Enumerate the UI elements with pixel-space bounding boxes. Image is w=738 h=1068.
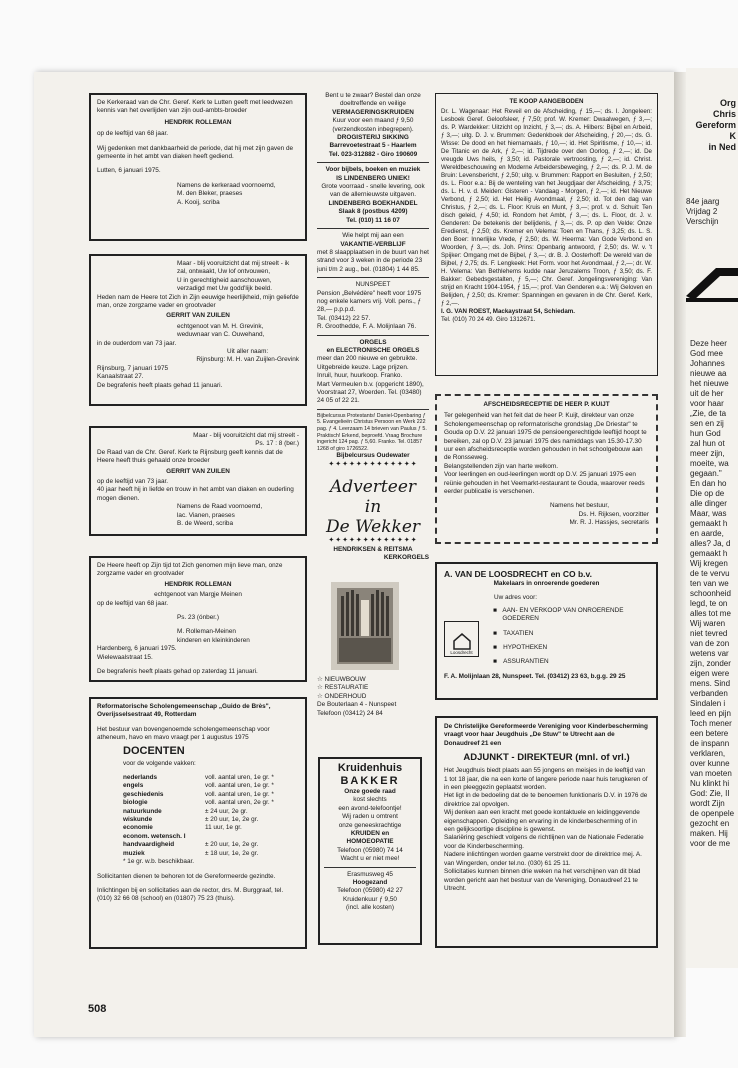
text: Uw adres voor: bbox=[494, 594, 537, 602]
subject-hours: ± 20 uur, 1e, 2e gr. bbox=[205, 816, 259, 824]
verse-ref: Ps. 23 (ónber.) bbox=[177, 614, 219, 622]
adjacent-line: Gereform bbox=[695, 120, 736, 130]
text: De Christelijke Gereformeerde Vereniging voor Kinderbescherming vraagt voor haar Jeugdhuis „De Stuw" te Utrecht aan de Donaudreef 21 een bbox=[444, 723, 648, 747]
adjacent-line: meer zijn, bbox=[690, 449, 725, 458]
text: De Heere heeft op Zijn tijd tot Zich genomen mijn lieve man, onze zorgzame vader en grootvader bbox=[97, 562, 283, 578]
adjacent-line: niet tevred bbox=[690, 629, 728, 638]
adjacent-line: het nieuwe bbox=[690, 379, 729, 388]
deceased-name: HENDRIK ROLLEMAN bbox=[164, 118, 232, 126]
ad-title: BAKKER bbox=[340, 775, 400, 787]
signature: Ds. H. Rijksen, voorzitter bbox=[578, 510, 649, 518]
ad-title: DOCENTEN bbox=[123, 744, 185, 757]
adjacent-line: verklaren, bbox=[690, 749, 726, 758]
signature: lac. Vianen, praeses bbox=[177, 511, 235, 519]
subject-hours: voll. aantal uren, 2e gr. * bbox=[205, 799, 274, 807]
adjacent-line: Toch mener bbox=[690, 719, 732, 728]
address: De Bouterlaan 4 - Nunspeet bbox=[317, 701, 397, 709]
text: op de leeftijd van 68 jaar. bbox=[97, 599, 169, 607]
label: ONDERHOUD bbox=[324, 692, 367, 700]
text: KRUIDEN en bbox=[350, 830, 390, 838]
company: LINDENBERG BOEKHANDEL bbox=[328, 199, 418, 207]
text: echtgenoot van M. H. Grevink, bbox=[177, 322, 264, 330]
subject-hours: voll. aantal uren, 1e gr. * bbox=[205, 782, 274, 790]
text: Pension „Belvédère" heeft voor 1975 nog enkele kamers vrij. Voll. pens., ƒ 28,— p.p.p.d. bbox=[317, 289, 422, 314]
text: Voor bijbels, boeken en muziek bbox=[325, 166, 421, 174]
service-item: ■ HYPOTHEKEN bbox=[493, 644, 548, 652]
adjacent-line: van moeten bbox=[690, 769, 732, 778]
label: AAN- EN VERKOOP VAN ONROERENDE GOEDEREN bbox=[502, 606, 624, 623]
verse: U in gerechtigheid aanschouwen, bbox=[177, 276, 272, 284]
text: weduwnaar van C. Ouwehand, bbox=[177, 331, 265, 339]
ad-title: VERMAGERINGSKRUIDEN bbox=[332, 108, 414, 116]
text: (incl. alle kosten) bbox=[346, 904, 394, 912]
adjacent-line: Nu klinkt hi bbox=[690, 779, 730, 788]
adjacent-line: alles tot me bbox=[690, 609, 731, 618]
subject-list bbox=[97, 774, 299, 858]
hendriksen-services bbox=[317, 676, 429, 718]
school-name: Reformatorische Scholengemeenschap „Guido de Brès", bbox=[97, 703, 271, 710]
organ-image bbox=[331, 582, 399, 670]
signature: Rijnsburg: M. H. van Zuijlen-Grevink bbox=[196, 356, 299, 364]
signature: Namens de Raad voornoemd, bbox=[177, 503, 263, 511]
subject-row bbox=[123, 816, 299, 824]
place-date: Rijnsburg, 7 januari 1975 bbox=[97, 364, 169, 372]
ad-title: TE KOOP AANGEBODEN bbox=[509, 98, 584, 105]
subject-name: wiskunde bbox=[123, 816, 153, 824]
deceased-name: GERRIT VAN ZUILEN bbox=[166, 312, 230, 320]
adverteer-title: in bbox=[364, 497, 382, 518]
subject-name: handvaardigheid bbox=[123, 841, 175, 849]
logo-text: Loosdrecht bbox=[450, 649, 473, 655]
ad-title: Bijbelcursus Oudewater bbox=[336, 452, 410, 460]
phone: Tel. (03412) 22 57. bbox=[317, 314, 371, 322]
adjacent-line: Johannes bbox=[690, 359, 725, 368]
adjacent-line: gemaakt h bbox=[690, 519, 728, 528]
adjacent-line: gezocht en bbox=[690, 819, 730, 828]
subject-name: biologie bbox=[123, 799, 148, 807]
label: NIEUWBOUW bbox=[324, 676, 366, 683]
adjacent-line: verbanden bbox=[690, 689, 728, 698]
label: ASSURANTIEN bbox=[503, 658, 549, 666]
text: Bent u te zwaar? Bestel dan onze doeltreffende en veilige bbox=[325, 92, 421, 108]
obituary-rolleman-family bbox=[89, 556, 307, 682]
price: Kruidenkuur ƒ 9,50 bbox=[342, 895, 397, 903]
subject-hours: ± 18 uur, 1e, 2e gr. bbox=[205, 849, 259, 857]
adjacent-line: leed en pijn bbox=[690, 709, 731, 718]
adjacent-graphic bbox=[686, 262, 738, 304]
adjacent-line: Chris bbox=[712, 109, 736, 119]
verse: verzadigd met Uw godd'lijk beeld. bbox=[177, 285, 272, 293]
address: Wielewaalstraat 15. bbox=[97, 653, 153, 661]
address: R. Groothedde, F. A. Molijnlaan 76. bbox=[317, 323, 417, 331]
text: Wij raden u omtrent bbox=[342, 813, 398, 821]
service-item: ☆ RESTAURATIE bbox=[317, 684, 369, 692]
seller: I. G. VAN ROEST, Mackaystraat 54, Schiedam. bbox=[441, 308, 575, 315]
service-item: ☆ NIEUWBOUW bbox=[317, 676, 366, 683]
ad-title: Kruidenhuis bbox=[337, 762, 403, 774]
text: Nadere inlichtingen worden gaarne verstrekt door de direktrice mej. A. van Wingerden, onder tel.no. (030) 61 25 11. bbox=[444, 851, 642, 867]
ad-afscheidsreceptie bbox=[435, 394, 658, 544]
adjacent-line: voor de me bbox=[690, 839, 731, 848]
label: TAXATIEN bbox=[503, 629, 534, 637]
ad-van-de-loosdrecht bbox=[435, 562, 658, 700]
subtitle: Makelaars in onroerende goederen bbox=[493, 580, 600, 587]
school-address: Overijsselsestraat 49, Rotterdam bbox=[97, 711, 197, 719]
adjacent-line: de openpele bbox=[690, 809, 735, 818]
adjacent-line: de inspann bbox=[690, 739, 730, 748]
subject-row bbox=[123, 808, 299, 816]
ad-adjunct-direkteur bbox=[435, 716, 658, 948]
label: RESTAURATIE bbox=[324, 684, 369, 692]
text: Wij gedenken met dankbaarheid de periode, dat hij met zijn gaven de gemeente in het ambt van diaken heeft gediend. bbox=[97, 144, 294, 161]
ad-title: IS LINDENBERG UNIEK! bbox=[336, 174, 410, 182]
adjacent-line: alles? Ja, d bbox=[690, 539, 731, 548]
subject-row bbox=[123, 824, 299, 832]
address: F. A. Molijnlaan 28, Nunspeet. Tel. (03412) 23 63, b.g.g. 29 25 bbox=[444, 672, 626, 680]
subject-row bbox=[123, 774, 299, 782]
ad-title: VAKANTIE-VERBLIJF bbox=[340, 240, 406, 248]
text: kost slechts bbox=[353, 796, 387, 804]
adjacent-line: mens. Sind bbox=[690, 679, 731, 688]
text: op de leeftijd van 73 jaar. bbox=[97, 478, 169, 486]
subject-hours: ± 24 uur, 2e gr. bbox=[205, 807, 248, 815]
subject-hours: ± 20 uur, 1e, 2e gr. bbox=[205, 841, 259, 849]
subject-name: econom. wetensch. I bbox=[123, 832, 186, 840]
adjacent-line: God: Zie, II bbox=[690, 789, 730, 798]
place-date: Hardenberg, 6 januari 1975. bbox=[97, 645, 177, 653]
subject-name: economie bbox=[123, 824, 153, 832]
text: meer dan 200 nieuwe en gebruikte. Uitgebreide keuze. Lage prijzen. bbox=[317, 355, 418, 371]
adverteer-title: Adverteer bbox=[329, 477, 417, 498]
signature: Uit aller naam: bbox=[227, 348, 269, 356]
text: Belangstellenden zijn van harte welkom. bbox=[444, 462, 559, 470]
ad-title: AFSCHEIDSRECEPTIE DE HEER P. KUIJT bbox=[483, 401, 610, 408]
address: Erasmusweg 45 bbox=[347, 870, 393, 878]
subject-row bbox=[123, 799, 299, 807]
obituary-van-zuilen-family bbox=[89, 254, 307, 406]
signature: A. Kooij, scriba bbox=[177, 198, 220, 206]
book-list: Dr. L. Wagenaar: Het Reveil en de Afscheiding, ƒ 15,—; ds. I. Jongeleen: Lesboek Geref. Geloofsleer, ƒ 7,50; prof. W. Kremer: Dwaalwegen, ƒ 3,—; ds. P. Wardekker: Uitzicht op Inzicht, ƒ 3,—; ds. A. Hilbers: Bijbel en Arbeid, ƒ 3,—; uitg. D. J. v. Brummen: Gedenkboek der Afscheiding, ƒ 20,—; ds. G. Wisse: De dood en het hiernamaals, ƒ 10,—; id. Het Spiritisme, ƒ 10,—; id. De Titanic en de Ark, ƒ 2,—; id. Tijdrede over den Oorlog, ƒ 2,—; id. De vreugde Uws heils, ƒ 3,50; id. Pastorale vertroosting, ƒ 2,—; id. Christ. Wereldbeschouwing en Moderne Arbeidersbeweging, ƒ 2,—; ds. P. J. M. de Bruin: Levensbericht, ƒ 2,50; uitg. v. Brummen: Rapport en Besluiten, ƒ 2,50; ds. L. Floor e.a.: Bij de wenteling van het Jeugdjaar der Afscheiding, ƒ 3,75; ds. L. H. v. d. Meiden: Gisteren - Vandaag - Morgen, ƒ 2,—; id. Het Nieuwe Verbond, ƒ 2,50; id. Het Heilig Avondmaal, ƒ 2,50; id. Tot den dag van Christus, ƒ 2,—; ds. L. Floor: Kruis en Munt, ƒ 3,—; prof. v. d. Schuit: Ten disch geleid, ƒ 4,50; id. Rondom het Ambt, ƒ 3,—; ds. L. Floor, dr. J. v. Genderen: De betekenis der belijdenis, ƒ 3,—; ds. P. op den Velde: Onze Eredienst, ƒ 2,50; ds. Kremer en Velema: Toen en Thans, ƒ 3,25; ds. L. S. den Boer: Innerlijke Vrede, ƒ 2,50; ds. W. Heerma: Van Gode Verbond en Woorden, ƒ 3,—; ds. Joh. Prins: Openbarig antwoord, ƒ 2,50; ds. W. v. 't Spijker: Omgang met de Bijbel, ƒ 3,—; dr. B. J. Oosterhoff: De wereld van de Bijbel, ƒ 2,75; ds. F. Lengkeek: Het Form. voor het Avondmaal, ƒ 2,—; dr. W. H. Velema: Van Bethlehems kudde naar Jeruzalems Troon, ƒ 3,50; ds. F. Bakker: Gebedsgestalten, ƒ 5,—; Chr. Geref. Jongelingsvereniging: Van strijd en Kracht 1904-1954, ƒ 15,—; prof. Van Genderen e.a.: Wij Geloven en Belijden, ƒ 2,50; ds. Kremer: Spanningen en gevaren in de Chr. Geref. Kerk, ƒ 2,—. bbox=[441, 108, 652, 307]
loosdrecht-logo bbox=[444, 621, 479, 657]
phone: Telefoon (05980) 74 14 bbox=[337, 846, 403, 854]
adjacent-line: een betere bbox=[690, 729, 729, 738]
text: onze geneeskrachtige bbox=[338, 821, 402, 829]
signature: Namens het bestuur, bbox=[550, 502, 609, 510]
text: Grote voorraad - snelle levering, ook van de allernieuwste uitgaven. bbox=[321, 183, 425, 199]
signature: Mr. R. J. Hassjes, secretaris bbox=[569, 519, 649, 527]
subject-hours: voll. aantal uren, 1e gr. * bbox=[205, 790, 274, 798]
service-item: ■ ASSURANTIEN bbox=[493, 658, 549, 666]
adjacent-heading bbox=[686, 98, 738, 153]
adjacent-line: Sindalen i bbox=[690, 699, 726, 708]
ad-title: ORGELS bbox=[359, 338, 387, 346]
middle-column bbox=[317, 92, 429, 562]
adjacent-line: sen en zij bbox=[690, 419, 724, 428]
text: Wie helpt mij aan een bbox=[342, 232, 404, 240]
adjacent-line: voor haar bbox=[690, 399, 724, 408]
text: Mart Vermeulen b.v. (opgericht 1890), Voorstraat 27, Woerden. Tel. (03480) 24 05 of 22 21. bbox=[317, 380, 424, 405]
adjacent-line: zal hun ot bbox=[690, 439, 725, 448]
signature: M. den Bleker, praeses bbox=[177, 190, 243, 198]
subject-hours: voll. aantal uren, 1e gr. * bbox=[205, 774, 274, 782]
text: 40 jaar heeft hij in liefde en trouw in het ambt van diaken en ouderling mogen dienen. bbox=[97, 486, 294, 502]
signature: M. Rolleman-Meinen bbox=[177, 628, 236, 636]
adjacent-line: over kunne bbox=[690, 759, 730, 768]
adjacent-line: Verschijn bbox=[686, 217, 719, 226]
adjacent-line: en aarde, bbox=[690, 529, 724, 538]
verse: Maar - blij vooruitzicht dat mij streelt - bbox=[193, 432, 299, 439]
ad-title: A. VAN DE LOOSDRECHT en CO b.v. bbox=[444, 569, 592, 579]
phone: Tel. (010) 70 24 49. Giro 1312671. bbox=[441, 316, 536, 323]
adjacent-line: Deze heer bbox=[690, 339, 727, 348]
ad-title: NUNSPEET bbox=[355, 281, 391, 289]
obituary-rolleman-kerkeraad bbox=[89, 93, 307, 241]
adjacent-page bbox=[686, 68, 738, 968]
signature: Namens de kerkeraad voornoemd, bbox=[177, 181, 276, 189]
adjacent-line: wordt Zijn bbox=[690, 799, 725, 808]
phone: Tel. (010) 11 16 07 bbox=[346, 216, 400, 224]
adjacent-line: Wij waren bbox=[690, 619, 726, 628]
ad-title: ADJUNKT - DIREKTEUR (mnl. of vrl.) bbox=[463, 752, 630, 764]
text: De Raad van de Chr. Geref. Kerk te Rijnsburg geeft kennis dat de Heere heeft thuis gehaald onze broeder bbox=[97, 448, 283, 465]
text: Het ligt in de bedoeling dat de te benoemen funktionaris D.V. in 1976 de direktrice zal opvolgen. bbox=[444, 792, 648, 808]
ad-kruidenhuis-bakker bbox=[318, 757, 422, 945]
signature: B. de Weerd, scriba bbox=[177, 520, 234, 528]
adjacent-line: Org bbox=[719, 98, 736, 108]
adjacent-line: in Ned bbox=[708, 142, 736, 152]
subject-name: engels bbox=[123, 782, 144, 790]
adjacent-line: eigen were bbox=[690, 669, 730, 678]
text: Inruil, huur, huurkoop. Franko. bbox=[317, 372, 403, 380]
ad-title: KERKORGELS bbox=[383, 554, 429, 561]
text: met 8 slaapplaatsen in de buurt van het strand voor 3 weken in de periode 23 juni t/m 2 aug., bel. (01804) 1 44 85. bbox=[317, 248, 429, 273]
adjacent-line: schoonheid bbox=[690, 589, 731, 598]
phone: Telefoon (05980) 42 27 bbox=[337, 887, 403, 895]
ad-te-koop bbox=[435, 93, 658, 376]
service-item: ☆ ONDERHOUD bbox=[317, 692, 367, 700]
adverteer-title: De Wekker bbox=[325, 517, 421, 538]
funeral-note: De begrafenis heeft plaats gehad op zaterdag 11 januari. bbox=[97, 668, 258, 676]
adjacent-line: K bbox=[729, 131, 736, 141]
adjacent-line: Wij kregen bbox=[690, 559, 728, 568]
adjacent-line: 84e jaarg bbox=[686, 197, 720, 206]
ad-title: en ELECTRONISCHE ORGELS bbox=[326, 346, 420, 354]
text: Inlichtingen bij en sollicitaties aan de rector, drs. M. Burggraaf, tel. (010) 32 66 08 (school) en (01807) 75 23 (thuis). bbox=[97, 886, 284, 903]
subject-hours: 11 uur, 1e gr. bbox=[205, 824, 242, 832]
subject-name: nederlands bbox=[123, 774, 158, 782]
service-item: ■ TAXATIEN bbox=[493, 629, 534, 637]
ad-docenten bbox=[89, 697, 307, 949]
city: Hoogezand bbox=[352, 879, 388, 887]
phone: Telefoon (03412) 24 84 bbox=[317, 709, 383, 717]
address: Slaak 8 (postbus 4209) bbox=[338, 208, 408, 216]
page-gutter bbox=[674, 72, 686, 1037]
funeral-note: De begrafenis heeft plaats gehad 11 januari. bbox=[97, 381, 223, 389]
adjacent-line: legd, te on bbox=[690, 599, 728, 608]
text: een avond-telefoontje! bbox=[338, 804, 402, 812]
adjacent-line: zijn, zonder bbox=[690, 659, 731, 668]
subject-row bbox=[123, 791, 299, 799]
text: Wacht u er niet mee! bbox=[340, 855, 400, 863]
subject-name: geschiedenis bbox=[123, 790, 164, 798]
adjacent-line: wetens var bbox=[690, 649, 729, 658]
adjacent-line: hun God bbox=[690, 429, 721, 438]
adjacent-line: Die op de bbox=[690, 489, 725, 498]
text: HOMOEOPATIE bbox=[346, 838, 394, 846]
text: Wij denken aan een kracht met goede kontaktuele en leidinggevende eigenschappen. Opleiding en ervaring in de kinderbescherming of in een gelijksoortige discipline is gewenst. bbox=[444, 809, 640, 834]
text: Bijbelcursus Protestants! Daniel-Openbaring ƒ 5. Evangelieën Christus Persoon en Werk 222 pag. ƒ 4. Leerzaam 14 brieven van Paulus ƒ 5. Praktisch! Erkend, beproefd. Vraag Brochure ingericht 124 pag. ƒ 5,60. Franko. Tel. 01857 1268 of giro 1726522. bbox=[317, 412, 427, 452]
adjacent-line: nieuwe aa bbox=[690, 369, 727, 378]
adjacent-line: gemaakt h bbox=[690, 549, 728, 558]
text: Sollicitanten dienen te behoren tot de Gereformeerde gezindte. bbox=[97, 872, 276, 880]
adjacent-line: Vrijdag 2 bbox=[686, 207, 718, 216]
verse: Maar - blij vooruitzicht dat mij streelt - ik zal, ontwaakt, Uw lof ontvouwen, bbox=[177, 260, 290, 276]
text: in de ouderdom van 73 jaar. bbox=[97, 339, 177, 347]
adjacent-line: gegaan." bbox=[690, 469, 722, 478]
verse-ref: Ps. 17 : 8 (ber.) bbox=[255, 440, 299, 448]
text: Sollicitaties kunnen binnen drie weken na het verschijnen van dit blad worden gericht aan het bestuur van de Vereniging, Donaudreef 21 te Utrecht. bbox=[444, 868, 641, 892]
deceased-name: GERRIT VAN ZUILEN bbox=[166, 467, 230, 475]
adjacent-line: maken. Hij bbox=[690, 829, 728, 838]
page-number: 508 bbox=[88, 1003, 107, 1015]
footnote: * 1e gr. w.b. beschikbaar. bbox=[123, 858, 195, 866]
star-divider: ✦✦✦✦✦✦✦✦✦✦✦✦✦ bbox=[328, 537, 418, 545]
text: Salariëring geschiedt volgens de richtlijnen van de Nationale Federatie voor de Kinderbescherming. bbox=[444, 834, 644, 850]
text: op de leeftijd van 68 jaar. bbox=[97, 130, 169, 138]
adjacent-line: van de zon bbox=[690, 639, 730, 648]
text: voor de volgende vakken: bbox=[123, 759, 196, 767]
text: Voor leerlingen en oud-leerlingen wordt op D.V. 25 januari 1975 een reünie gehouden in het Veemarkt-restaurant te Gouda, waarover reeds eerder publicatie is verschenen. bbox=[444, 471, 645, 496]
star-divider: ✦✦✦✦✦✦✦✦✦✦✦✦✦ bbox=[328, 460, 418, 468]
adjacent-body bbox=[686, 339, 738, 849]
phone: Tel. 023-312882 - Giro 190609 bbox=[328, 150, 418, 158]
adjacent-line: Maar, was bbox=[690, 509, 727, 518]
text: Ter gelegenheid van het feit dat de heer P. Kuijt, direkteur van onze Scholengemeenschap op reformatorische grondslag „De Driestar" te Gouda op D.V. 22 januari 1975 de pensioengerechtigde leeftijd hoopt te bereiken, zal op D.V. 23 januari 1975 des namiddags van 15.30-17.30 uur een afscheidsreceptie worden gehouden in het schoolgebouw aan de Ronsseweg. bbox=[444, 412, 647, 462]
address: Kanaalstraat 27. bbox=[97, 373, 144, 381]
place-date: Lutten, 6 januari 1975. bbox=[97, 167, 161, 175]
company: DROGISTERIJ SIKKING bbox=[337, 134, 409, 142]
adjacent-line: God mee bbox=[690, 349, 723, 358]
subject-row bbox=[123, 782, 299, 790]
address: Barrevoetestraat 5 - Haarlem bbox=[329, 142, 417, 150]
signature: kinderen en kleinkinderen bbox=[177, 636, 250, 644]
adjacent-line: „Zie, de ta bbox=[690, 409, 727, 418]
adjacent-line: alle dinger bbox=[690, 499, 727, 508]
subject-row bbox=[123, 841, 299, 849]
label: HYPOTHEKEN bbox=[503, 644, 548, 652]
adjacent-line: ten van we bbox=[690, 579, 729, 588]
service-item: ■ AAN- EN VERKOOP VAN ONROERENDE GOEDEREN bbox=[493, 607, 649, 624]
text: Onze goede raad bbox=[344, 788, 396, 795]
adjacent-line: de te vervu bbox=[690, 569, 730, 578]
adjacent-info bbox=[686, 197, 738, 227]
subject-name: natuurkunde bbox=[123, 807, 162, 815]
subject-row bbox=[123, 833, 299, 841]
text: Heden nam de Heere tot Zich in Zijn eeuwige heerlijkheid, mijn geliefde man, onze zorgzame vader en grootvader bbox=[97, 293, 299, 310]
deceased-name: HENDRIK ROLLEMAN bbox=[164, 580, 232, 588]
obituary-van-zuilen-raad bbox=[89, 426, 307, 536]
adjacent-line: moeite, wa bbox=[690, 459, 729, 468]
text: Kuur voor een maand ƒ 9,50 (verzendkosten inbegrepen). bbox=[332, 117, 414, 133]
adjacent-line: En dan ho bbox=[690, 479, 727, 488]
subject-name: muziek bbox=[123, 849, 145, 857]
adjacent-line: uit de her bbox=[690, 389, 724, 398]
text: Het Jeugdhuis biedt plaats aan 55 jongens en meisjes in de leeftijd van 1 tot 18 jaar, die na een korte of langere periode naar huis terugkeren of in een pleeggezin geplaatst worden. bbox=[444, 767, 648, 792]
text: echtgenoot van Margje Meinen bbox=[154, 591, 242, 599]
house-icon bbox=[452, 632, 472, 650]
text: De Kerkeraad van de Chr. Geref. Kerk te Lutten geeft met leedwezen kennis van het overlijden van zijn oud-ambts-broeder bbox=[97, 99, 293, 115]
subject-row bbox=[123, 850, 299, 858]
company: HENDRIKSEN & REITSMA bbox=[333, 545, 413, 553]
text: Het bestuur van bovengenoemde scholengemeenschap voor atheneum, havo en mavo vraagt per 1 augustus 1975 bbox=[97, 725, 270, 742]
